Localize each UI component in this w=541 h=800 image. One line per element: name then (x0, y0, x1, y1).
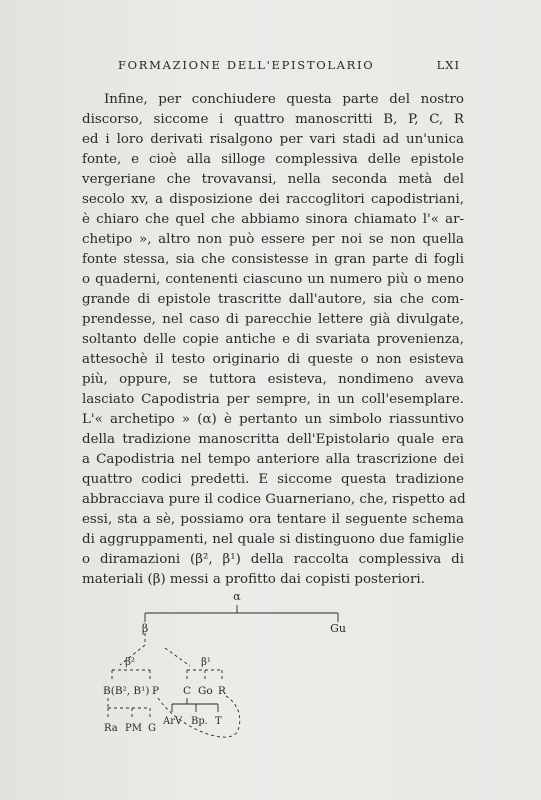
text-line: essi, sta a sè, possiamo ora tentare il seguente schema (82, 512, 464, 527)
text-line: discorso, siccome i quattro manoscritti B, P, C, R (82, 112, 464, 127)
running-header: FORMAZIONE DELL'EPISTOLARIO (118, 58, 375, 72)
text-line: attesochè il testo originario di queste o non esisteva (82, 352, 464, 367)
page-number: LXI (436, 58, 460, 72)
stemma-node-alpha: α (233, 590, 241, 603)
text-line: è chiaro che quel che abbiamo sinora chiamato l'« ar- (82, 212, 464, 227)
text-line: fonte stessa, sia che consistesse in gran parte di fogli (82, 252, 464, 267)
text-line: lasciato Capodistria per sempre, in un coll'esemplare. (82, 392, 464, 407)
stemma-node-beta2: β² (125, 657, 135, 668)
stemma-node-arv: ArV (163, 716, 183, 727)
text-line: della tradizione manoscritta dell'Epistolario quale era (82, 432, 464, 447)
stemma-node-ra: Ra (104, 723, 118, 734)
text-line: materiali (β) messi a profitto dai copisti posteriori. (82, 572, 425, 587)
text-line: L'« archetipo » (α) è pertanto un simbolo riassuntivo (82, 412, 464, 427)
text-line: chetipo », altro non può essere per noi se non quella (82, 232, 464, 247)
stemma-node-g: G (148, 723, 156, 734)
stemma-line (165, 648, 190, 666)
stemma-node-b: B(B², B¹) (103, 685, 150, 697)
stemma-node-pm: PM (125, 723, 142, 734)
text-line: abbracciava pure il codice Guarneriano, che, rispetto ad (82, 492, 466, 507)
text-line: soltanto delle copie antiche e di svariata provenienza, (82, 332, 464, 347)
text-line: Infine, per conchiudere questa parte del nostro (104, 92, 464, 107)
stemma-node-bp: Bp. (191, 716, 208, 727)
text-line: grande di epistole trascritte dall'autore, sia che com- (82, 292, 464, 307)
text-line: a Capodistria nel tempo anteriore alla trascrizione dei (82, 452, 464, 467)
stemma-node-go: Go (198, 685, 213, 697)
text-line: prendesse, nel caso di parecchie lettere già divulgate, (82, 312, 464, 327)
stemma-node-beta: β (141, 622, 149, 635)
stemma-node-gu: Gu (330, 622, 346, 635)
text-line: secolo xv, a disposizione dei raccoglitori capodistriani, (82, 192, 464, 207)
text-line: più, oppure, se tuttora esisteva, nondimeno aveva (82, 372, 464, 387)
text-line: o diramazioni (β², β¹) della raccolta complessiva di (82, 552, 464, 567)
stemma-node-r: R (218, 685, 226, 697)
stemma-node-p: P (152, 685, 160, 697)
text-line: di aggruppamenti, nel quale si distinguono due famiglie (82, 532, 464, 547)
stemma-node-c: C (183, 685, 192, 697)
stemma-node-beta1: β¹ (201, 657, 211, 668)
text-line: fonte, e cioè alla silloge complessiva delle epistole (82, 152, 464, 167)
text-line: o quaderni, contenenti ciascuno un numero più o meno (82, 272, 464, 287)
text-line: ed i loro derivati risalgono per vari stadi ad un'unica (82, 132, 464, 147)
stemma-node-t: T (215, 716, 222, 727)
text-line: vergeriane che trovavansi, nella seconda metà del (82, 172, 464, 187)
text-line: quattro codici predetti. E siccome questa tradizione (82, 472, 464, 487)
